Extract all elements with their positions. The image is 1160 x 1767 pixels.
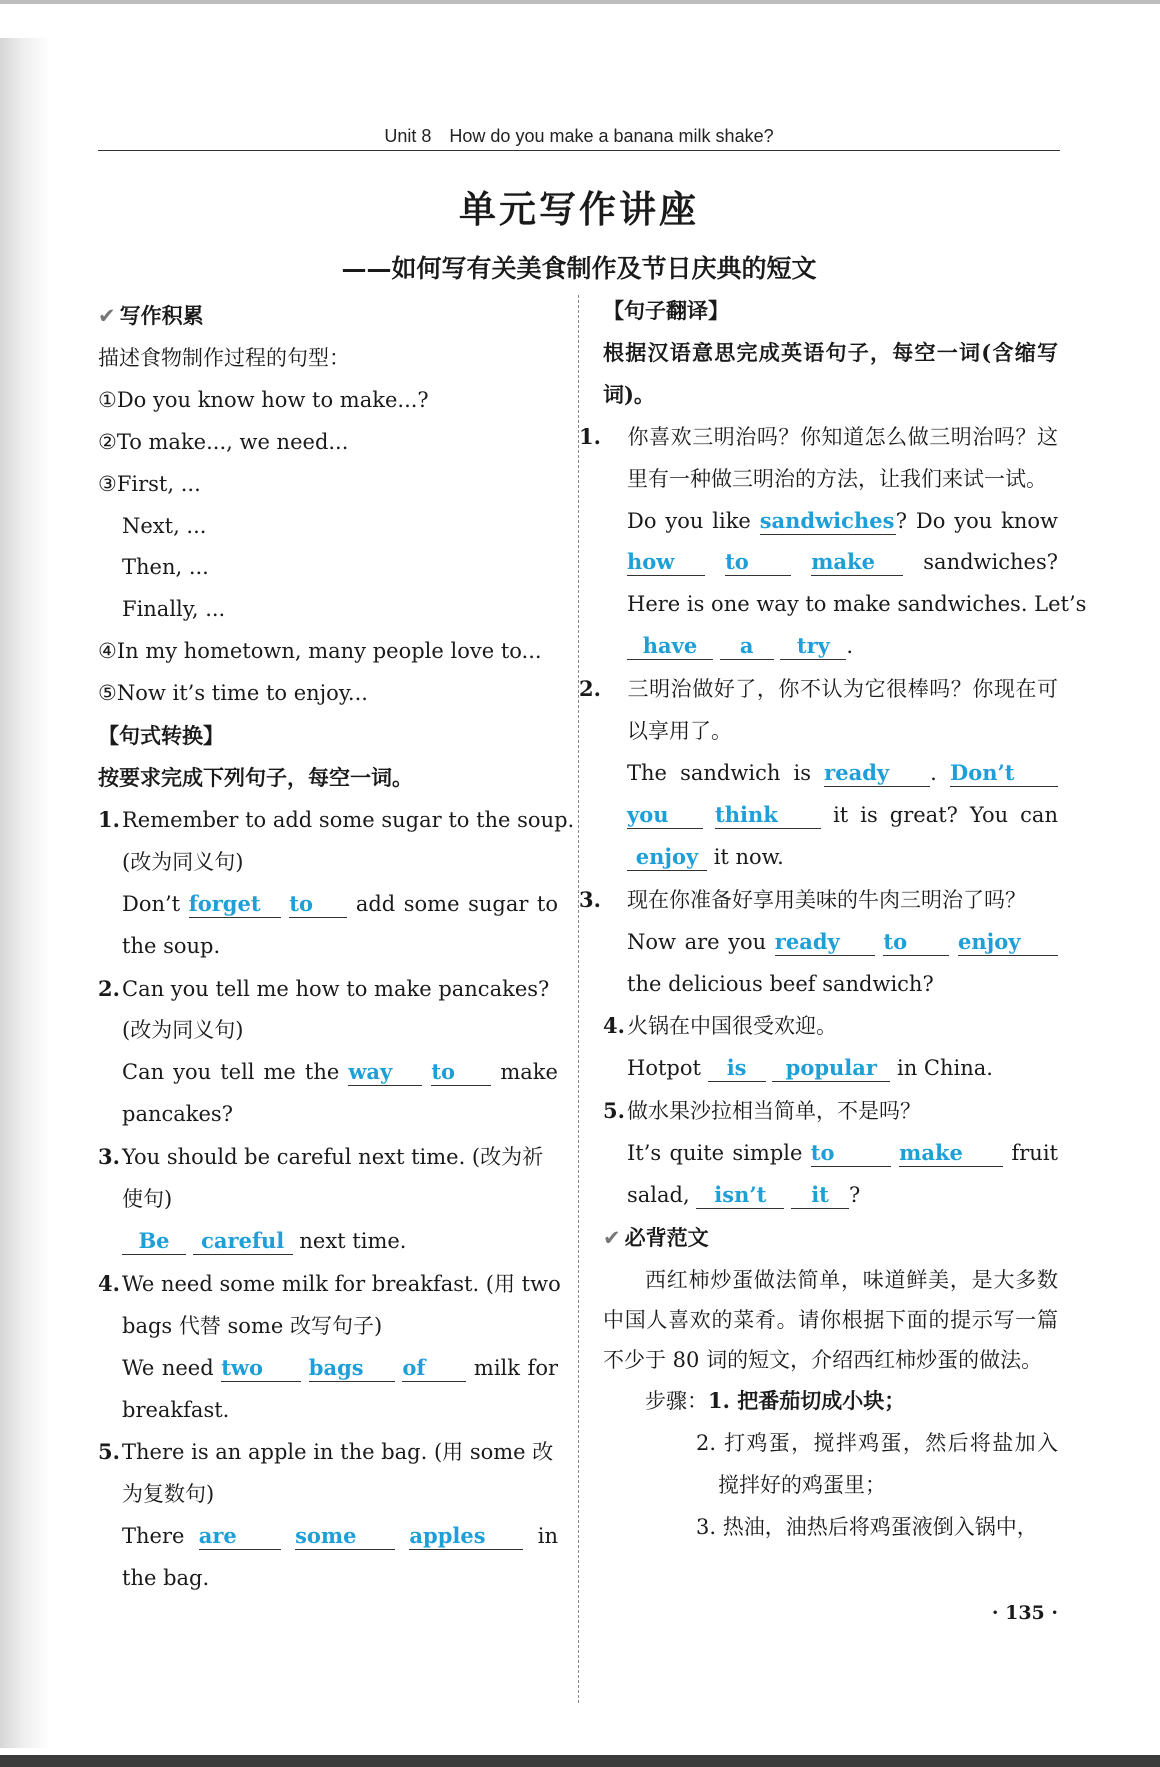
question-number: 5. <box>98 1439 120 1465</box>
steps-label: 步骤： <box>645 1388 708 1413</box>
answer-text: make <box>500 1060 558 1085</box>
question-number: 4. <box>98 1270 120 1296</box>
pattern-item: ②To make..., we need... <box>98 429 349 454</box>
answer-line <box>98 1516 558 1558</box>
answer-text: add some sugar to <box>355 891 559 916</box>
answer-blank: it <box>791 1182 849 1209</box>
top-border <box>0 0 1160 4</box>
answer-text: Hotpot <box>627 1056 701 1081</box>
answer-text: . <box>930 760 937 785</box>
pattern-item: Then, ... <box>122 555 209 580</box>
answer-line <box>98 884 558 926</box>
question-note: 为复数句) <box>122 1482 215 1507</box>
answer-text: ? <box>849 1183 861 1208</box>
check-pen-icon: ✔ <box>98 304 116 328</box>
answer-line <box>603 1133 1058 1175</box>
answer-text: The sandwich is <box>627 760 811 785</box>
answer-text: in China. <box>896 1056 993 1081</box>
question-number: 1. <box>579 423 601 449</box>
answer-text: We need <box>122 1355 214 1380</box>
check-pen-icon: ✔ <box>603 1225 621 1250</box>
question-number: 3. <box>579 886 601 912</box>
answer-blank: careful <box>193 1228 293 1255</box>
answer-blank: enjoy <box>627 844 707 871</box>
section-heading-accumulation <box>98 295 558 338</box>
answer-blank: how <box>627 549 705 576</box>
question-4 <box>98 1263 561 1306</box>
question-4-zh <box>603 1005 1058 1048</box>
question-text: Remember to add some sugar to the soup. <box>122 807 575 832</box>
answer-line: the delicious beef sandwich? <box>627 971 934 996</box>
answer-blank: way <box>348 1059 422 1086</box>
pattern-item: ④In my hometown, many people love to... <box>98 639 542 664</box>
right-column <box>579 290 1087 1548</box>
header-rule <box>98 150 1060 151</box>
answer-text: salad, <box>627 1183 690 1208</box>
question-number: 3. <box>98 1144 120 1170</box>
question-text: There is an apple in the bag. (用 some 改 <box>122 1440 554 1465</box>
answer-text: Do you like <box>627 508 751 533</box>
answer-blank: popular <box>772 1055 890 1082</box>
answer-line: the bag. <box>122 1566 210 1591</box>
answer-line <box>603 1175 1058 1217</box>
answer-blank: Don’t <box>950 760 1058 787</box>
answer-blank: have <box>627 633 713 660</box>
question-note: (改为同义句) <box>122 1018 244 1043</box>
pattern-item: ⑤Now it’s time to enjoy... <box>98 681 368 706</box>
step-line <box>603 1380 1058 1423</box>
answer-line <box>603 501 1058 543</box>
answer-line <box>603 795 1058 837</box>
answer-text: milk for <box>473 1355 558 1380</box>
bottom-border <box>0 1755 1160 1767</box>
page-shadow <box>0 38 50 1748</box>
answer-blank: make <box>899 1140 1003 1167</box>
question-note: 使句) <box>122 1187 173 1212</box>
answer-blank: make <box>811 549 903 576</box>
pattern-item: ①Do you know how to make...? <box>98 387 429 412</box>
question-text: We need some milk for breakfast. (用 two <box>122 1271 561 1296</box>
answer-blank: Be <box>122 1228 186 1255</box>
pattern-item: ③First, ... <box>98 471 201 496</box>
answer-blank: ready <box>775 929 875 956</box>
answer-blank: to <box>725 549 791 576</box>
question-3-zh <box>579 879 1058 922</box>
answer-blank: is <box>708 1055 766 1082</box>
pattern-item: Next, ... <box>122 513 207 538</box>
question-text: 火锅在中国很受欢迎。 <box>627 1014 837 1039</box>
question-5 <box>98 1431 558 1474</box>
step-item: 2. 打鸡蛋，搅拌鸡蛋，然后将盐加入搅拌好的鸡蛋里； <box>696 1430 1058 1497</box>
answer-text: Don’t <box>122 891 181 916</box>
answer-blank: enjoy <box>958 929 1058 956</box>
answer-line <box>603 626 1058 668</box>
answer-blank: think <box>715 802 821 829</box>
answer-line <box>98 1052 558 1094</box>
question-text: You should be careful next time. (改为祈 <box>122 1145 544 1170</box>
answer-blank: try <box>780 633 846 660</box>
answer-line <box>98 1221 558 1263</box>
model-heading-text: 必背范文 <box>624 1224 709 1250</box>
answer-line <box>603 922 1058 964</box>
answer-text: ? Do you know <box>895 508 1058 533</box>
question-text: 你喜欢三明治吗？你知道怎么做三明治吗？这里有一种做三明治的方法，让我们来试一试。 <box>627 424 1058 491</box>
answer-line: pancakes? <box>122 1102 233 1127</box>
running-head: Unit 8 How do you make a banana milk shake? <box>384 126 774 146</box>
answer-text: sandwiches? <box>923 550 1058 575</box>
section-heading-translation: 【句子翻译】 <box>603 298 729 323</box>
answer-text: it now. <box>713 844 784 869</box>
question-number: 5. <box>603 1098 625 1124</box>
answer-blank: forget <box>189 891 281 918</box>
answer-text: It’s quite simple <box>627 1141 803 1166</box>
pattern-item: Finally, ... <box>122 597 226 622</box>
question-2-zh <box>579 668 1058 753</box>
answer-line: breakfast. <box>122 1397 230 1422</box>
question-number: 4. <box>603 1013 625 1039</box>
question-note: bags 代替 some 改写句子) <box>122 1313 383 1338</box>
left-column <box>98 295 575 1600</box>
accumulation-heading-text: 写作积累 <box>119 303 204 328</box>
answer-text: Can you tell me the <box>122 1060 340 1085</box>
accumulation-intro: 描述食物制作过程的句型： <box>98 345 350 370</box>
answer-text: Now are you <box>627 929 767 954</box>
answer-blank: a <box>720 633 774 660</box>
question-text: Can you tell me how to make pancakes? <box>122 976 550 1001</box>
step-item: 3. 热油，油热后将鸡蛋液倒入锅中， <box>696 1514 1038 1539</box>
question-text: 现在你准备好享用美味的牛肉三明治了吗？ <box>627 887 1026 912</box>
question-note: (改为同义句) <box>122 849 244 874</box>
answer-text: it is great? You can <box>833 802 1058 827</box>
step-item: 1. 把番茄切成小块； <box>708 1387 906 1413</box>
question-2 <box>98 968 558 1011</box>
answer-line <box>98 1348 558 1390</box>
answer-line <box>603 837 1058 879</box>
answer-blank: isn’t <box>696 1182 784 1209</box>
answer-line <box>603 542 1058 584</box>
question-1 <box>98 799 575 842</box>
question-text: 三明治做好了，你不认为它很棒吗？你现在可以享用了。 <box>627 677 1058 744</box>
question-5-zh <box>603 1090 1058 1133</box>
column-divider <box>578 295 579 1703</box>
question-number: 1. <box>98 806 120 832</box>
answer-blank: to <box>811 1140 891 1167</box>
answer-blank: are <box>199 1523 281 1550</box>
translation-instruction: 根据汉语意思完成英语句子，每空一词(含缩写词)。 <box>603 339 1058 407</box>
page-title: 单元写作讲座 <box>459 187 699 231</box>
question-3 <box>98 1136 558 1179</box>
answer-text: There <box>122 1524 185 1549</box>
answer-text: . <box>846 634 854 659</box>
question-text: 做水果沙拉相当简单，不是吗？ <box>627 1099 921 1124</box>
answer-blank: to <box>883 929 949 956</box>
answer-blank: to <box>289 891 347 918</box>
question-1-zh <box>579 416 1058 501</box>
model-paragraph: 西红柿炒蛋做法简单，味道鲜美，是大多数中国人喜欢的菜肴。请你根据下面的提示写一篇不少于 80 词的短文，介绍西红柿炒蛋的做法。 <box>603 1267 1058 1372</box>
answer-line: the soup. <box>122 933 221 958</box>
answer-blank: you <box>627 802 703 829</box>
answer-blank: bags <box>309 1355 395 1382</box>
question-number: 2. <box>98 975 120 1001</box>
section-heading-model <box>603 1217 1058 1260</box>
answer-blank: apples <box>409 1523 523 1550</box>
answer-blank: to <box>431 1059 491 1086</box>
question-number: 2. <box>579 676 601 702</box>
answer-line <box>603 753 1058 795</box>
answer-line: Here is one way to make sandwiches. Let’s <box>627 592 1087 617</box>
answer-blank: of <box>402 1355 466 1382</box>
answer-text: next time. <box>299 1228 407 1253</box>
answer-text: in <box>537 1524 558 1549</box>
answer-blank: sandwiches <box>759 507 895 533</box>
page-subtitle: ——如何写有关美食制作及节日庆典的短文 <box>341 254 817 283</box>
section-heading-transform: 【句式转换】 <box>98 723 224 749</box>
answer-text: fruit <box>1011 1141 1058 1166</box>
answer-blank: some <box>295 1523 395 1550</box>
answer-line <box>603 1048 1058 1090</box>
transform-instruction: 按要求完成下列句子，每空一词。 <box>98 764 413 790</box>
answer-blank: ready <box>824 760 930 787</box>
answer-blank: two <box>221 1355 301 1382</box>
textbook-page <box>98 115 1087 1740</box>
page-number: · 135 · <box>991 1602 1058 1624</box>
